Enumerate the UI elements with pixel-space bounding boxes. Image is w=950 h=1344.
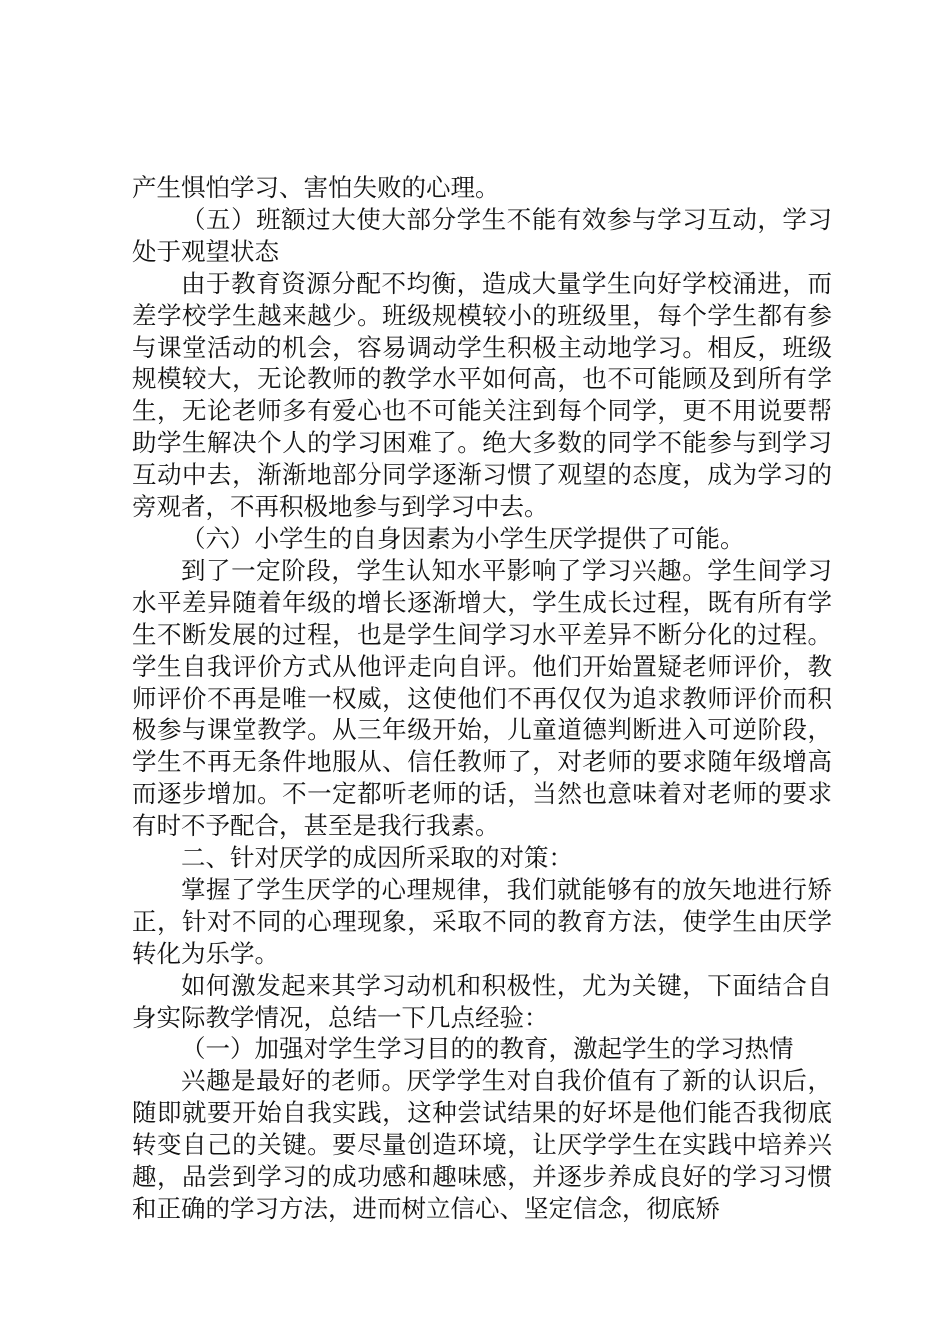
paragraph-2: 由于教育资源分配不均衡，造成大量学生向好学校涌进，而差学校学生越来越少。班级规模较小的班级里，每个学生都有参与课堂活动的机会，容易调动学生积极主动地学习。相反，班级规模较大，无论教师的教学水平如何高，也不可能顾及到所有学生，无论老师多有爱心也不可能关注到每个同学，更不用说要帮助学生解决个人的学习困难了。绝大多数的同学不能参与到学习互动中去，渐渐地部分同学逐渐习惯了观望的态度，成为学习的旁观者，不再积极地参与到学习中去。 — [132, 268, 832, 522]
section-heading-6: （六）小学生的自身因素为小学生厌学提供了可能。 — [181, 523, 745, 553]
paragraph-6: 兴趣是最好的老师。厌学学生对自我价值有了新的认识后，随即就要开始自我实践，这种尝试结果的好坏是他们能否我彻底转变自己的关键。要尽量创造环境，让厌学学生在实践中培养兴趣，品尝到学习的成功感和趣味感，并逐步养成良好的学习习惯和正确的学习方法，进而树立信心、坚定信念，彻底矫 — [132, 1066, 832, 1223]
section-heading-5: （五）班额过大使大部分学生不能有效参与学习互动，学习处于观望状态 — [132, 204, 832, 266]
section-heading-1: （一）加强对学生学习目的的教育，激起学生的学习热情 — [181, 1034, 794, 1064]
document-page — [132, 172, 832, 1225]
paragraph-3: 到了一定阶段，学生认知水平影响了学习兴趣。学生间学习水平差异随着年级的增长逐渐增大，学生成长过程，既有所有学生不断发展的过程，也是学生间学习水平差异不断分化的过程。学生自我评价方式从他评走向自评。他们开始置疑老师评价，教师评价不再是唯一权威，这使他们不再仅仅为追求教师评价而积极参与课堂教学。从三年级开始，儿童道德判断进入可逆阶段，学生不再无条件地服从、信任教师了，对老师的要求随年级增高而逐步增加。不一定都听老师的话，当然也意味着对老师的要求有时不予配合，甚至是我行我素。 — [132, 555, 832, 841]
chapter-heading-2: 二、针对厌学的成因所采取的对策： — [181, 843, 573, 873]
paragraph-4: 掌握了学生厌学的心理规律，我们就能够有的放矢地进行矫正，针对不同的心理现象，采取不同的教育方法，使学生由厌学转化为乐学。 — [132, 874, 832, 968]
paragraph-5: 如何激发起来其学习动机和积极性，尤为关键，下面结合自身实际教学情况，总结一下几点经验： — [132, 970, 832, 1032]
paragraph-1: 产生惧怕学习、害怕失败的心理。 — [132, 173, 500, 202]
